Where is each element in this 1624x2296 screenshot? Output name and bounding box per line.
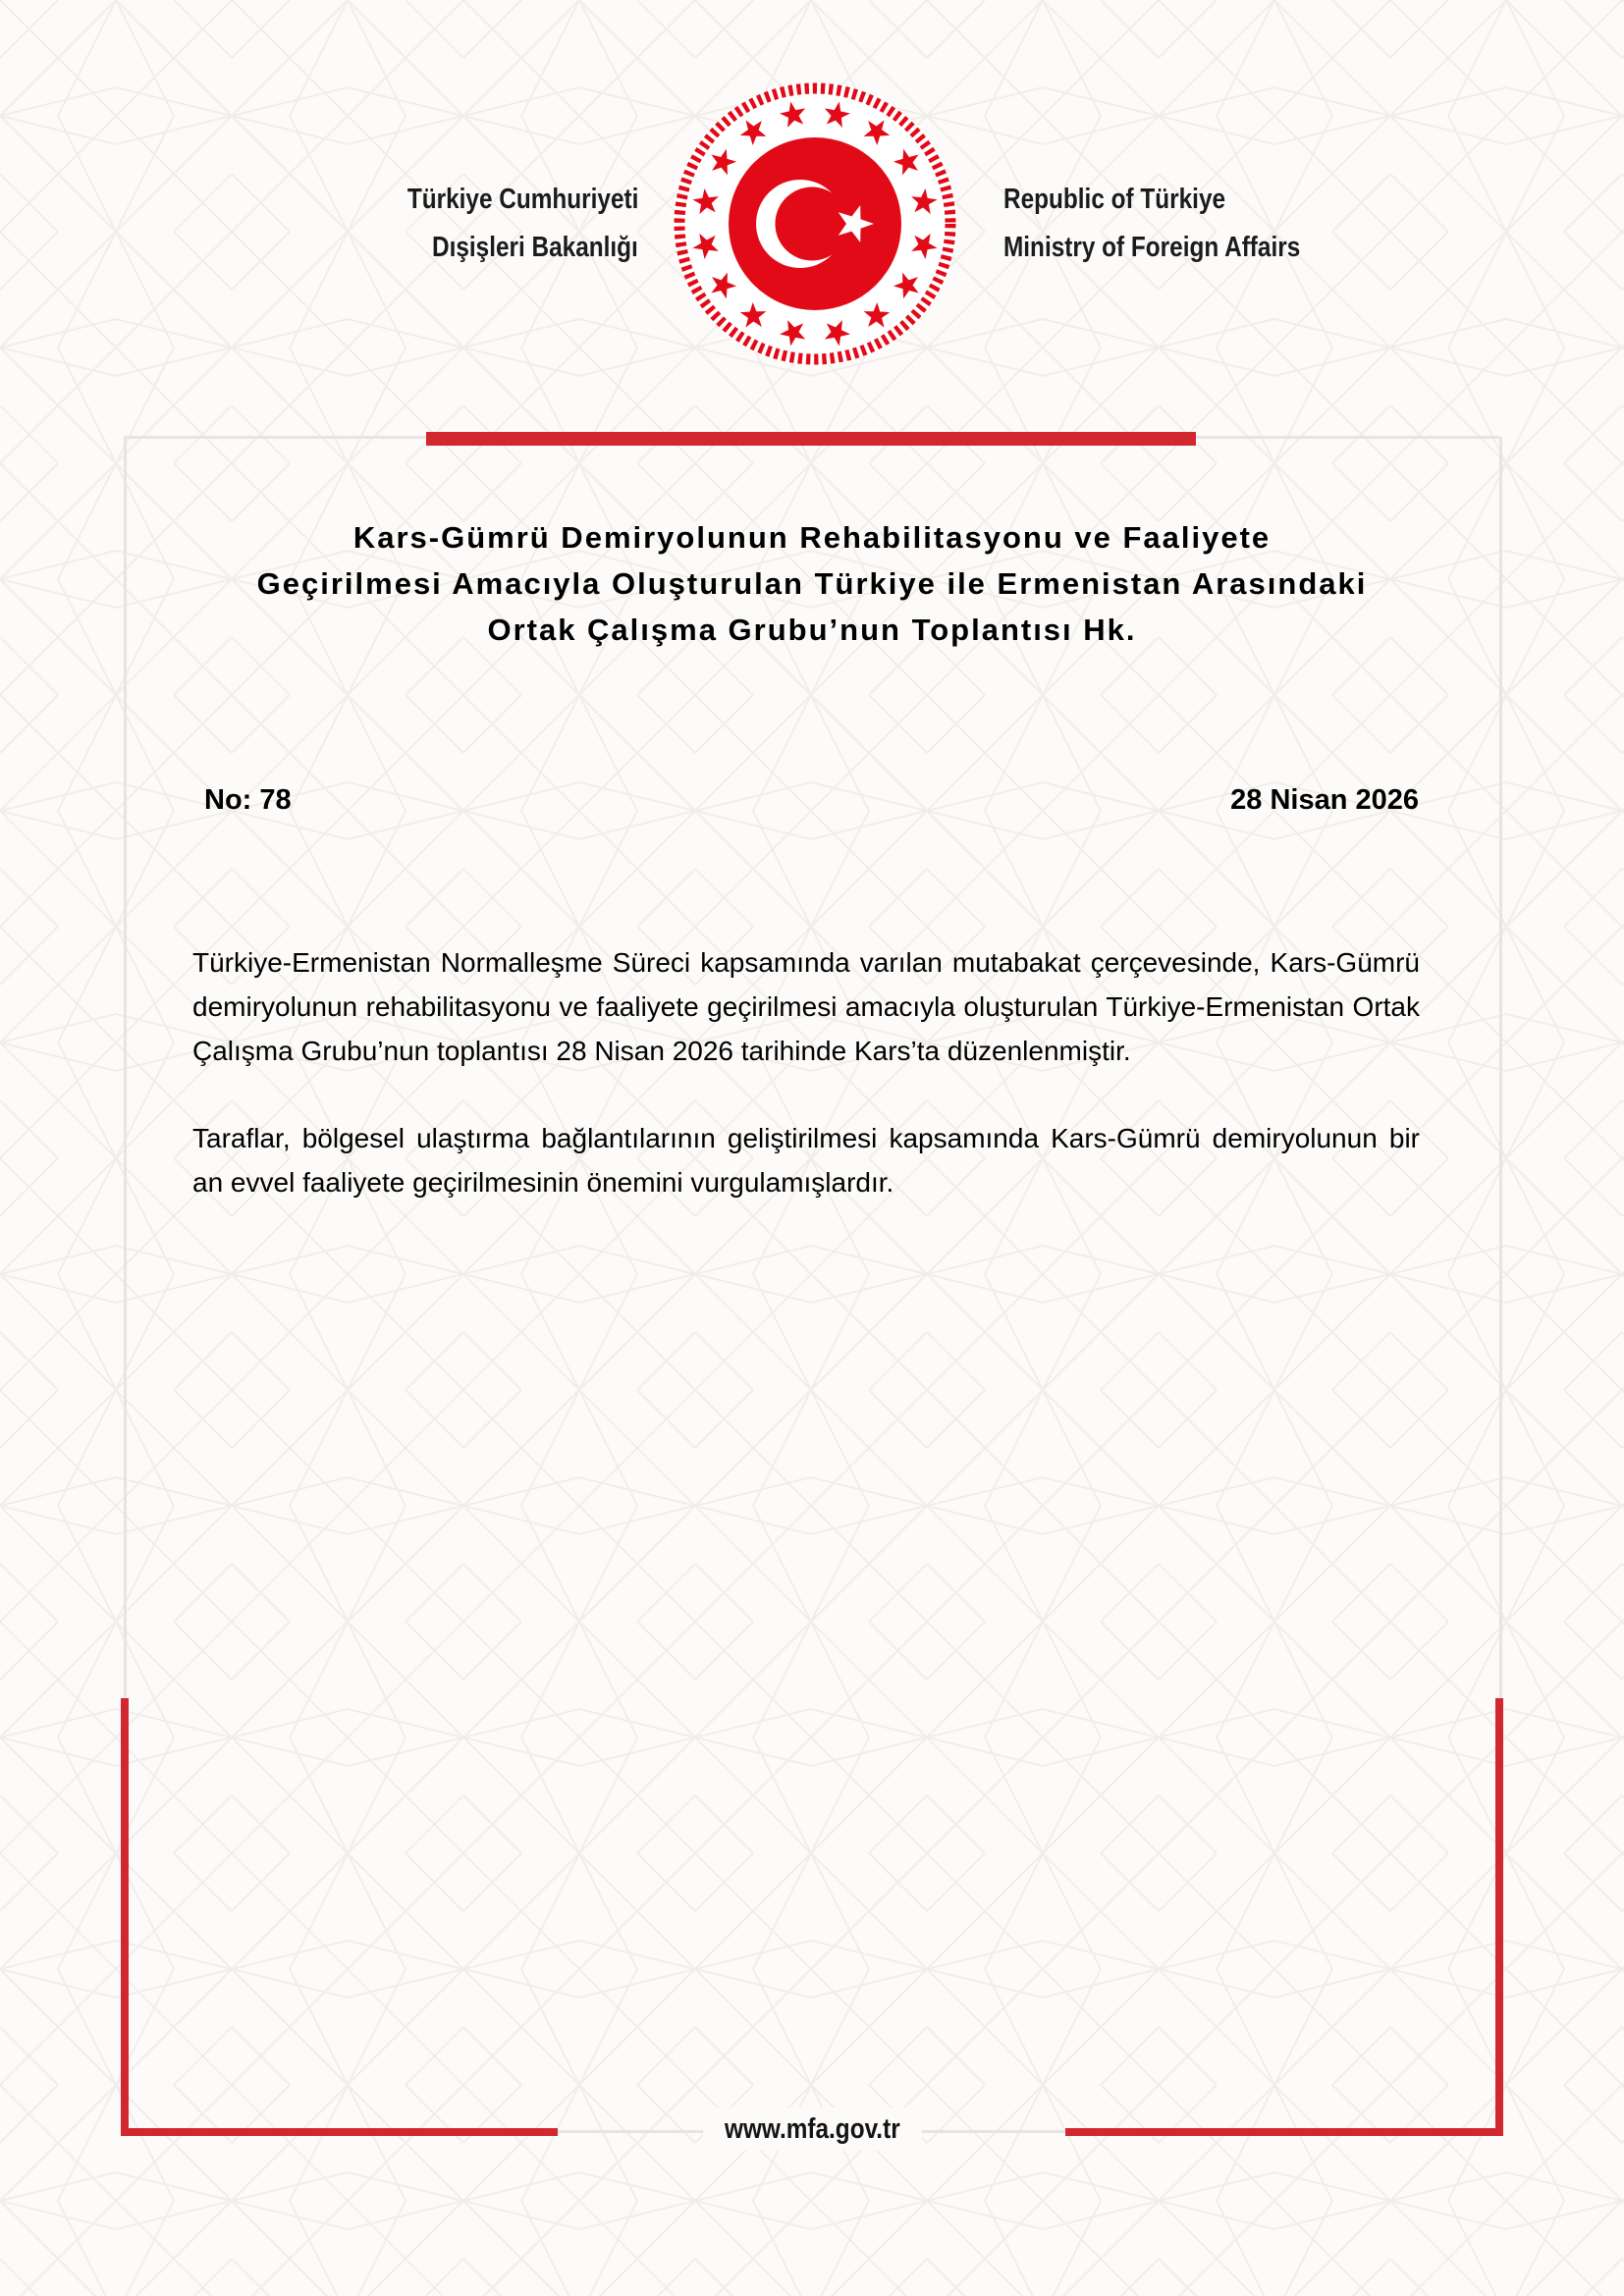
ministry-name-english-line1: Republic of Türkiye — [1003, 184, 1226, 215]
title-line-3: Ortak Çalışma Grubu’nun Toplantısı Hk. — [487, 613, 1137, 647]
footer-website-url: www.mfa.gov.tr — [703, 2108, 921, 2151]
title-line-1: Kars-Gümrü Demiryolunun Rehabilitasyonu ve Faaliyete — [352, 520, 1272, 555]
press-release-title — [100, 514, 1524, 653]
ministry-name-turkish-line2: Dışişleri Bakanlığı — [432, 232, 638, 263]
footer — [0, 2108, 1624, 2151]
turkiye-mfa-emblem-icon — [673, 81, 957, 366]
release-number: No: 78 — [204, 784, 292, 816]
body-paragraph-2: Taraflar, bölgesel ulaştırma bağlantılarının geliştirilmesi kapsamında Kars-Gümrü demiryolunun bir an evvel faaliyete geçirilmesinin önemini vurgulamışlardır. — [192, 1123, 1420, 1198]
meta-row — [204, 784, 1419, 817]
ministry-name-english — [1003, 176, 1357, 272]
frame-right-red — [1495, 1698, 1503, 2136]
body-paragraph-1: Türkiye-Ermenistan Normalleşme Süreci kapsamında varılan mutabakat çerçevesinde, Kars-Gümrü demiryolunun rehabilitasyonu ve faaliyete geçirilmesi amacıyla oluşturulan Türkiye-Ermenistan Ortak Çalışma Grubu’nun toplantısı 28 Nisan 2026 tarihinde Kars’ta düzenlenmiştir. — [192, 947, 1420, 1066]
title-line-2: Geçirilmesi Amacıyla Oluşturulan Türkiye ile Ermenistan Arasındaki — [256, 566, 1368, 601]
ministry-name-turkish — [363, 176, 638, 272]
press-release-body — [192, 940, 1420, 1248]
header-red-rule — [426, 432, 1196, 446]
frame-left-red — [121, 1698, 129, 2136]
release-date: 28 Nisan 2026 — [1230, 784, 1419, 816]
ministry-name-english-line2: Ministry of Foreign Affairs — [1003, 232, 1301, 263]
ministry-name-turkish-line1: Türkiye Cumhuriyeti — [406, 184, 638, 215]
